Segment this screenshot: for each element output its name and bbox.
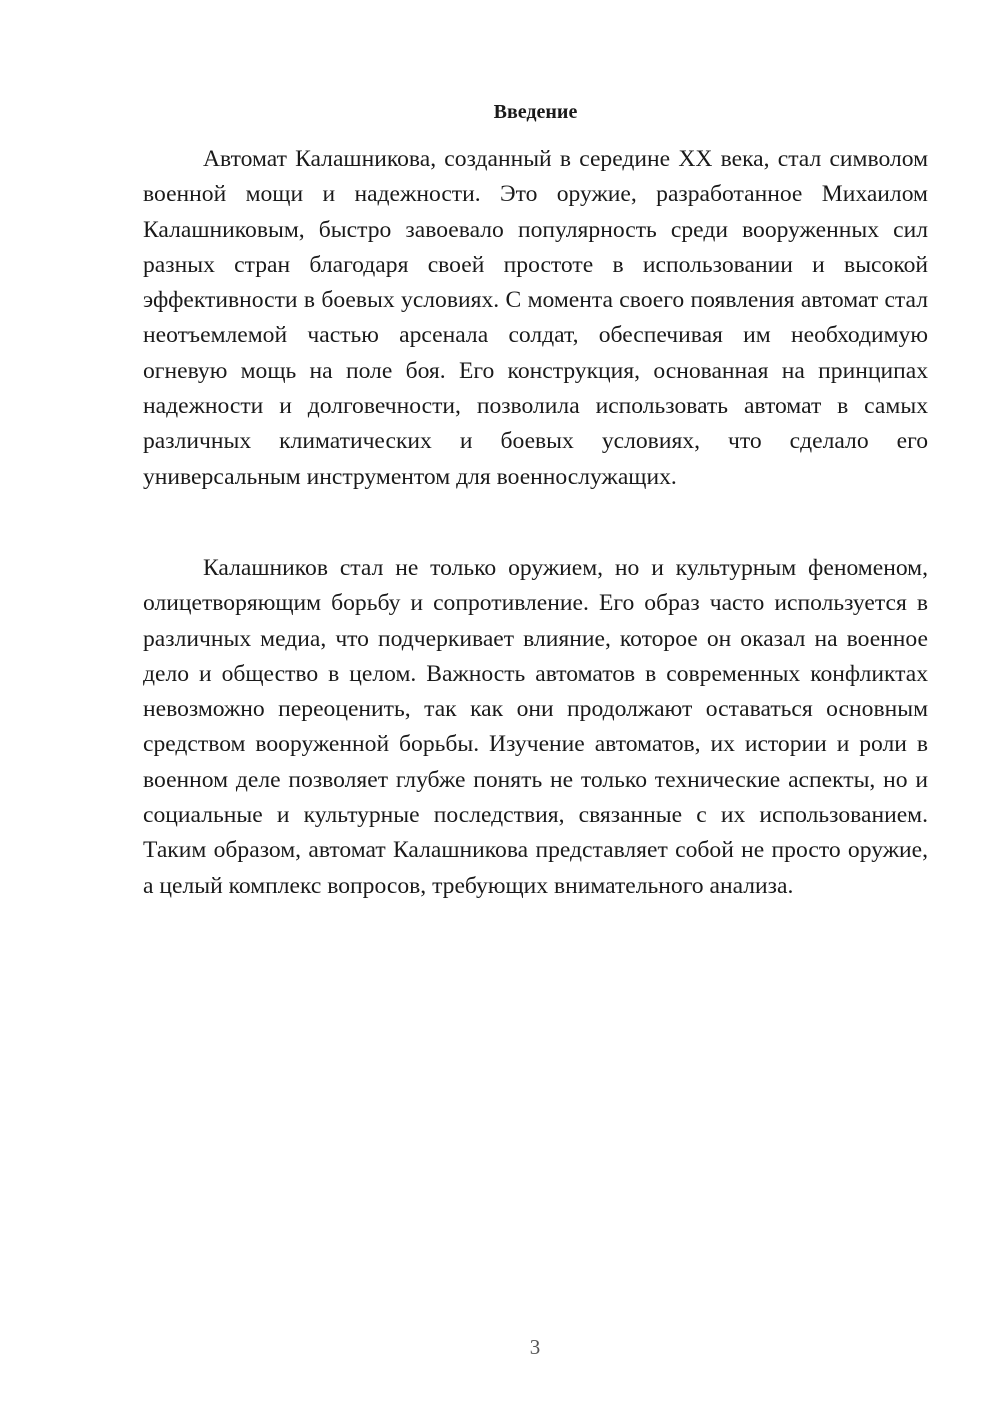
section-heading: Введение bbox=[493, 101, 578, 123]
paragraph-2: Калашников стал не только оружием, но и культурным феноменом, олицетворяющим борьбу и сопротивление. Его образ часто используется в различных медиа, что подчеркивает влияние, которое он оказал на военное дело и общество в целом. Важность автоматов в современных конфликтах невозможно переоценить, так как они продолжают оставаться основным средством вооруженной борьбы. Изучение автоматов, их истории и роли в военном деле позволяет глубже понять не только технические аспекты, но и социальные и культурные последствия, связанные с их использованием. Таким образом, автомат Калашникова представляет собой не просто оружие, а целый комплекс вопросов, требующих внимательного анализа. bbox=[143, 555, 928, 899]
page-number: 3 bbox=[529, 1335, 541, 1359]
paragraph-1: Автомат Калашникова, созданный в середине XX века, стал символом военной мощи и надежности. Это оружие, разработанное Михаилом Калашниковым, быстро завоевало популярность среди вооруженных сил разных стран благодаря своей простоте в использовании и высокой эффективности в боевых условиях. С момента своего появления автомат стал неотъемлемой частью арсенала солдат, обеспечивая им необходимую огневую мощь на поле боя. Его конструкция, основанная на принципах надежности и долговечности, позволила использовать автомат в самых различных климатических и боевых условиях, что сделало его универсальным инструментом для военнослужащих. bbox=[143, 146, 928, 490]
